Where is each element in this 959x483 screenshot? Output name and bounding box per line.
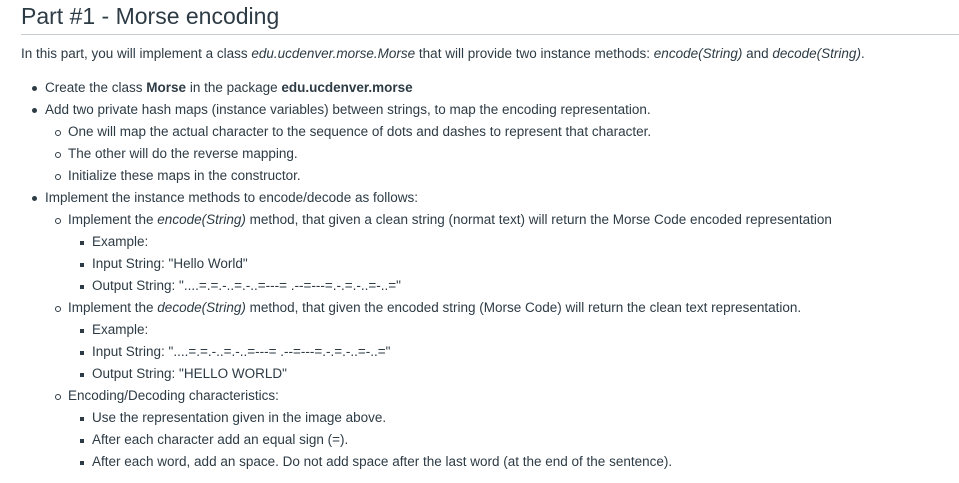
item-text: in the package	[186, 80, 282, 95]
square-bullet	[78, 451, 88, 473]
item-text: method, that given the encoded string (Morse Code) will return the clean text representation.	[245, 300, 802, 315]
class-name: edu.ucdenver.morse.Morse	[251, 46, 416, 61]
item-text: Example:	[92, 234, 149, 249]
item-text: Add two private hash maps (instance variables) between strings, to map the encoding representation.	[45, 102, 651, 117]
square-bullet	[78, 429, 88, 451]
intro-text: In this part, you will implement a class	[21, 46, 252, 61]
list-item-implement	[45, 187, 418, 209]
disc-bullet	[30, 77, 40, 99]
circle-bullet	[53, 297, 63, 319]
circle-bullet	[53, 385, 63, 407]
decode-method-name: decode(String)	[157, 300, 246, 315]
item-text: Implement the	[68, 300, 158, 315]
item-text: Create the class	[45, 80, 147, 95]
square-bullet	[78, 319, 88, 341]
list-item-decode	[68, 297, 801, 319]
intro-text: that will provide two instance methods:	[415, 46, 654, 61]
square-bullet	[78, 341, 88, 363]
encode-method-name: encode(String)	[653, 46, 743, 61]
item-text: The other will do the reverse mapping.	[68, 146, 298, 161]
item-text: Implement the	[68, 212, 158, 227]
list-item-decode-input	[92, 341, 390, 363]
circle-bullet	[53, 165, 63, 187]
list-item-map-one	[68, 121, 651, 143]
list-item-encode-output	[92, 275, 401, 297]
circle-bullet	[53, 209, 63, 231]
square-bullet	[78, 275, 88, 297]
item-text: Input String: "Hello World"	[92, 256, 248, 271]
list-item-characteristics	[68, 385, 279, 407]
list-item-map-other	[68, 143, 298, 165]
decode-method-name: decode(String)	[772, 46, 861, 61]
item-text: Output String: "....=.=.-..=.-..=---= .--=---=.-.=.-..=-..="	[92, 278, 401, 293]
intro-text: and	[742, 46, 773, 61]
item-text: Implement the instance methods to encode/decode as follows:	[45, 190, 418, 205]
item-text: Example:	[92, 322, 149, 337]
square-bullet	[78, 407, 88, 429]
list-item-rule-space	[92, 451, 672, 473]
item-text: After each character add an equal sign (=).	[92, 432, 349, 447]
item-text: Encoding/Decoding characteristics:	[68, 388, 279, 403]
list-item-decode-example	[92, 319, 148, 341]
intro-paragraph	[21, 43, 865, 65]
disc-bullet	[30, 187, 40, 209]
circle-bullet	[53, 143, 63, 165]
square-bullet	[78, 363, 88, 385]
list-item-encode	[68, 209, 832, 231]
item-text: One will map the actual character to the sequence of dots and dashes to represent that character.	[68, 124, 652, 139]
list-item-encode-input	[92, 253, 248, 275]
disc-bullet	[30, 99, 40, 121]
item-text: method, that given a clean string (normat text) will return the Morse Code encoded representation	[245, 212, 832, 227]
list-item-rule-representation	[92, 407, 386, 429]
list-item-hash-maps	[45, 99, 651, 121]
square-bullet	[78, 231, 88, 253]
title-divider	[21, 34, 959, 35]
list-item-create-class	[45, 77, 413, 99]
item-text: Output String: "HELLO WORLD"	[92, 366, 287, 381]
package-label: edu.ucdenver.morse	[281, 80, 413, 95]
list-item-decode-output	[92, 363, 287, 385]
item-text: Use the representation given in the image above.	[92, 410, 387, 425]
page-title: Part #1 - Morse encoding	[21, 3, 280, 29]
item-text: After each word, add an space. Do not add space after the last word (at the end of the sentence).	[92, 454, 673, 469]
list-item-encode-example	[92, 231, 148, 253]
square-bullet	[78, 253, 88, 275]
circle-bullet	[53, 121, 63, 143]
encode-method-name: encode(String)	[157, 212, 246, 227]
list-item-rule-equal-sign	[92, 429, 348, 451]
item-text: Initialize these maps in the constructor.	[68, 168, 301, 183]
item-text: Input String: "....=.=.-..=.-..=---= .--=---=.-.=.-..=-..="	[92, 344, 391, 359]
list-item-map-init	[68, 165, 301, 187]
class-label: Morse	[146, 80, 187, 95]
intro-text: .	[860, 46, 865, 61]
